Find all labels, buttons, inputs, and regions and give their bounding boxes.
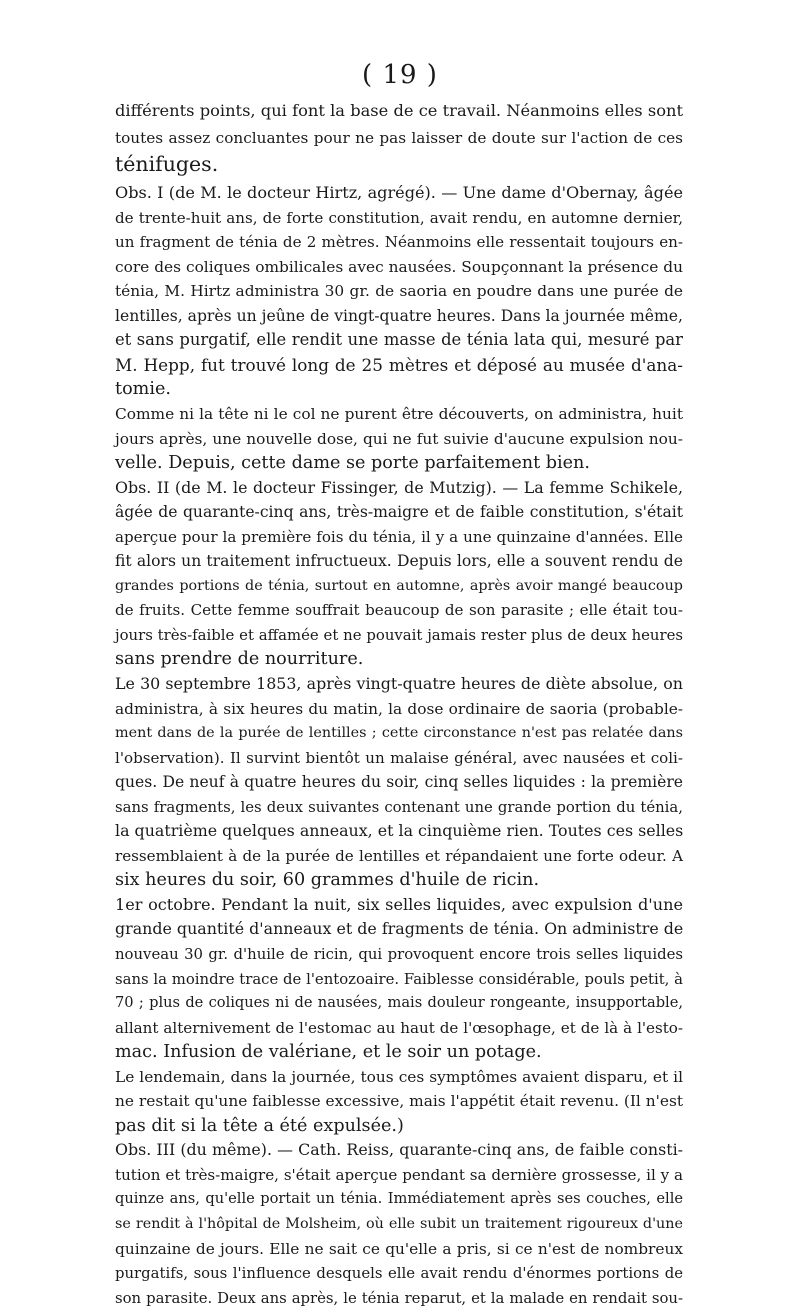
text-line: Obs. I (de M. le docteur Hirtz, agrégé). — Une dame d'Obernay, âgée [115,183,683,203]
text-line: fit alors un traitement infructueux. Depuis lors, elle a souvent rendu de [115,552,683,571]
text-line: ténifuges. [115,152,219,177]
text-line: quinzaine de jours. Elle ne sait ce qu'elle a pris, si ce n'est de nombreux [115,1239,683,1258]
text-line: se rendit à l'hôpital de Molsheim, où elle subit un traitement rigoureux d'une [115,1216,683,1233]
text-line: son parasite. Deux ans après, le ténia reparut, et la malade en rendait sou- [115,1288,683,1307]
text-line: de fruits. Cette femme souffrait beaucoup de son parasite ; elle était tou- [115,601,683,620]
text-line: Le lendemain, dans la journée, tous ces symptômes avaient disparu, et il [115,1067,683,1086]
text-line: velle. Depuis, cette dame se porte parfaitement bien. [115,453,590,474]
text-line: quinze ans, qu'elle portait un ténia. Immédiatement après ses couches, elle [115,1190,683,1208]
text-line: tomie. [115,379,171,400]
text-line: âgée de quarante-cinq ans, très-maigre et de faible constitution, s'était [115,503,683,522]
text-line: la quatrième quelques anneaux, et la cinquième rien. Toutes ces selles [115,821,684,841]
text-line: core des coliques ombilicales avec nausées. Soupçonnant la présence du [115,257,683,276]
text-line: sans prendre de nourriture. [115,649,364,670]
text-line: un fragment de ténia de 2 mètres. Néanmoins elle ressentait toujours en- [115,233,683,252]
text-line: six heures du soir, 60 grammes d'huile de ricin. [115,870,540,891]
text-line: lentilles, après un jeûne de vingt-quatre heures. Dans la journée même, [115,306,683,325]
text-line: ment dans de la purée de lentilles ; cette circonstance n'est pas relatée dans [115,725,683,742]
text-line: Obs. II (de M. le docteur Fissinger, de Mutzig). — La femme Schikele, [115,477,683,497]
text-line: sans fragments, les deux suivantes contenant une grande portion du ténia, [115,797,683,816]
text-line: aperçue pour la première fois du ténia, il y a une quinzaine d'années. Elle [115,527,683,546]
text-line: nouveau 30 gr. d'huile de ricin, qui provoquent encore trois selles liquides [115,945,683,964]
text-line: ne restait qu'une faiblesse excessive, mais l'appétit était revenu. (Il n'est [115,1092,683,1111]
text-line: l'observation). Il survint bientôt un malaise général, avec nausées et coli- [115,748,683,767]
text-line: 1er octobre. Pendant la nuit, six selles liquides, avec expulsion d'une [115,894,683,914]
text-line: différents points, qui font la base de ce travail. Néanmoins elles sont [115,101,683,120]
text-line: sans la moindre trace de l'entozoaire. Faiblesse considérable, pouls petit, à [115,969,683,988]
text-line: ques. De neuf à quatre heures du soir, cinq selles liquides : la première [115,773,683,792]
text-line: mac. Infusion de valériane, et le soir un potage. [115,1042,542,1063]
page-number: ( 19 ) [362,60,438,90]
text-line: Le 30 septembre 1853, après vingt-quatre heures de diète absolue, on [115,674,683,693]
text-line: jours très-faible et affamée et ne pouvait jamais rester plus de deux heures [115,625,683,644]
text-line: purgatifs, sous l'influence desquels elle avait rendu d'énormes portions de [115,1264,683,1283]
text-line: administra, à six heures du matin, la dose ordinaire de saoria (probable- [115,699,683,718]
text-line: Comme ni la tête ni le col ne purent être découverts, on administra, huit [115,404,683,423]
text-line: ténia, M. Hirtz administra 30 gr. de saoria en poudre dans une purée de [115,282,683,301]
page-text [115,98,683,1310]
text-line: M. Hepp, fut trouvé long de 25 mètres et déposé au musée d'ana- [115,354,683,375]
text-line: jours après, une nouvelle dose, qui ne fut suivie d'aucune expulsion nou- [115,429,683,448]
text-line: ressemblaient à de la purée de lentilles et répandaient une forte odeur. A [115,846,683,865]
text-line: 70 ; plus de coliques ni de nausées, mais douleur rongeante, insupportable, [115,994,683,1012]
text-line: pas dit si la tête a été expulsée.) [115,1115,404,1136]
text-line: grandes portions de ténia, surtout en automne, après avoir mangé beaucoup [115,577,683,594]
text-line: et sans purgatif, elle rendit une masse de ténia lata qui, mesuré par [115,330,683,350]
text-line: Obs. III (du même). — Cath. Reiss, quarante-cinq ans, de faible consti- [115,1140,683,1160]
text-line: toutes assez concluantes pour ne pas laisser de doute sur l'action de ces [115,128,683,147]
text-line: tution et très-maigre, s'était aperçue pendant sa dernière grossesse, il y a [115,1165,683,1184]
text-line: allant alternivement de l'estomac au haut de l'œsophage, et de là à l'esto- [115,1018,683,1037]
text-line: de trente-huit ans, de forte constitution, avait rendu, en automne dernier, [115,208,683,227]
text-line: grande quantité d'anneaux et de fragments de ténia. On administre de [115,919,684,939]
